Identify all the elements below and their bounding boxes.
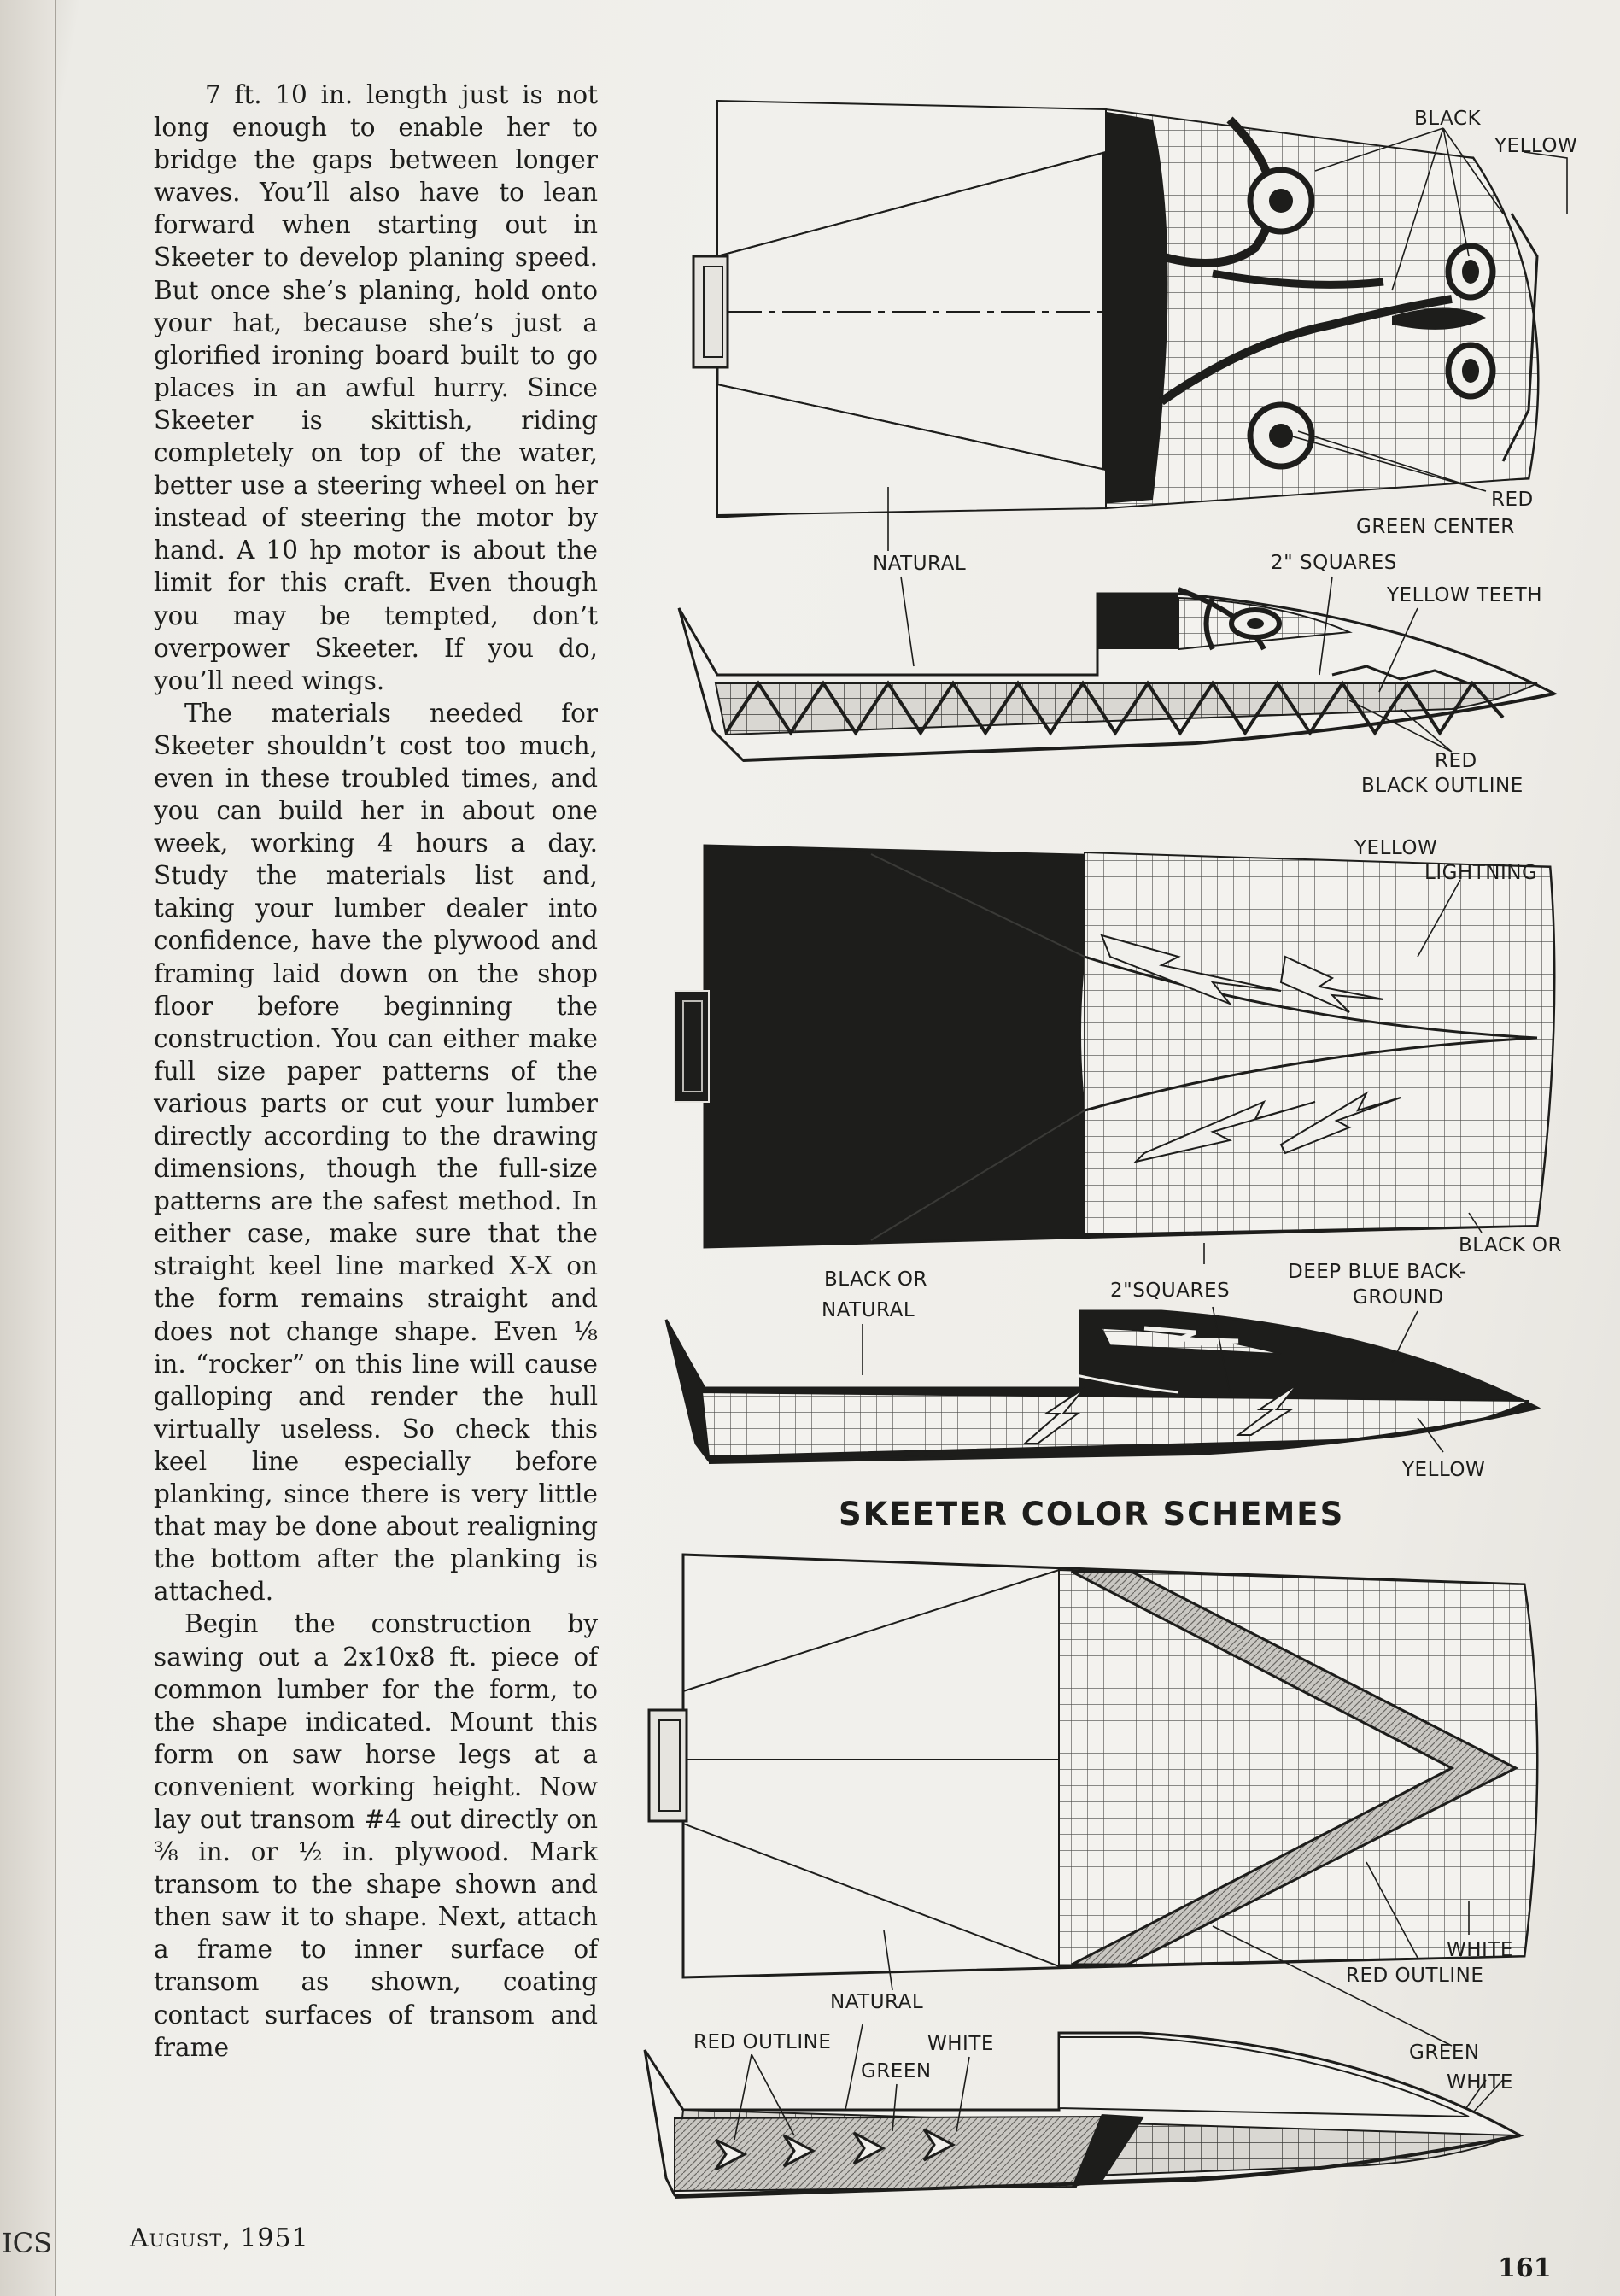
label-green-right: GREEN xyxy=(1409,2041,1480,2064)
label-yellow: YELLOW xyxy=(1494,135,1578,157)
label-black-or: BLACK OR xyxy=(1459,1234,1562,1256)
article-paragraph: 7 ft. 10 in. length just is not long enough to enable her to bridge the gaps between longer waves. You’ll also have to lean forward when starting out in Skeeter to develop planing speed. But once she’s planing, hold onto your hat, because she’s just a glorified ironing board built to go places in an awful hurry. Since Skeeter is skittish, riding completely on top of the water, better use a steering wheel on her instead of steering the motor by hand. A 10 hp motor is about the limit for this craft. Even though you may be tempted, don’t overpower Skeeter. If you do, you’ll need wings. xyxy=(154,80,598,695)
footer-issue-date: August, 1951 xyxy=(130,2223,309,2253)
label-yellow-bottom: YELLOW xyxy=(1402,1459,1486,1481)
scheme2-top-view xyxy=(675,846,1554,1247)
label-deep-blue-background-1: DEEP BLUE BACK- xyxy=(1288,1261,1467,1283)
page-number: 161 xyxy=(1498,2253,1552,2283)
label-white-right: WHITE xyxy=(1447,2071,1513,2094)
label-black: BLACK xyxy=(1414,108,1482,130)
label-red-outline-side: RED OUTLINE xyxy=(693,2031,832,2053)
label-white-side: WHITE xyxy=(927,2033,994,2055)
label-green-center: GREEN CENTER xyxy=(1356,516,1515,538)
label-green-side: GREEN xyxy=(861,2060,932,2082)
figure-caption: SKEETER COLOR SCHEMES xyxy=(839,1496,1345,1532)
label-red-outline-s3: RED OUTLINE xyxy=(1346,1965,1484,1987)
label-2in-squares-s2: 2"SQUARES xyxy=(1110,1280,1231,1302)
label-red-side: RED xyxy=(1435,750,1477,772)
label-black-or-natural-1: BLACK OR xyxy=(824,1268,927,1291)
label-white-s3: WHITE xyxy=(1447,1939,1513,1961)
article-paragraph: The materials needed for Skeeter shouldn’t cost too much, even in these troubled times, and you can build her in about one week, working 4 hours a day. Study the materials list and, taking your lumber dealer into confidence, have the plywood and framing laid down on the shop floor before beginning the construction. You can either make full size paper patterns of the various parts or cut your lumber directly according to the drawing dimensions, though the full-size patterns are the safest method. In either case, make sure that the straight keel line marked X-X on the form remains straight and does not change shape. Even ⅛ in. “rocker” on this line will cause galloping and render the hull virtually useless. So check this keel line especially before planking, since there is very little that may be done about realigning the bottom after the planking is attached. xyxy=(154,698,598,1607)
label-natural-s3: NATURAL xyxy=(830,1991,924,2013)
previous-page-fragment: ICS xyxy=(2,2227,53,2259)
scheme1-top-view xyxy=(693,101,1538,517)
label-yellow-teeth: YELLOW TEETH xyxy=(1387,584,1543,606)
scheme3-top-view xyxy=(649,1555,1537,1977)
label-2in-squares: 2" SQUARES xyxy=(1271,552,1397,574)
scheme1-side-view xyxy=(679,589,1554,760)
article-paragraph: Begin the construction by sawing out a 2x10x8 ft. piece of common lumber for the form, to the shape indicated. Mount this form on saw horse legs at a convenient working height. Now lay out transom #4 out directly on ⅜ in. or ½ in. plywood. Mark transom to the shape shown and then saw it to shape. Next, attach a frame to inner surface of transom as shown, coating contact surfaces of transom and frame xyxy=(154,1609,598,2062)
label-black-or-natural-2: NATURAL xyxy=(822,1299,915,1321)
label-yellow-s2: YELLOW xyxy=(1354,837,1438,859)
label-red: RED xyxy=(1491,489,1534,511)
label-natural: NATURAL xyxy=(873,553,967,575)
label-lightning: LIGHTNING xyxy=(1424,862,1538,884)
scheme3-side-view xyxy=(645,2033,1520,2197)
label-deep-blue-background-2: GROUND xyxy=(1353,1286,1444,1309)
label-black-outline: BLACK OUTLINE xyxy=(1361,775,1524,797)
